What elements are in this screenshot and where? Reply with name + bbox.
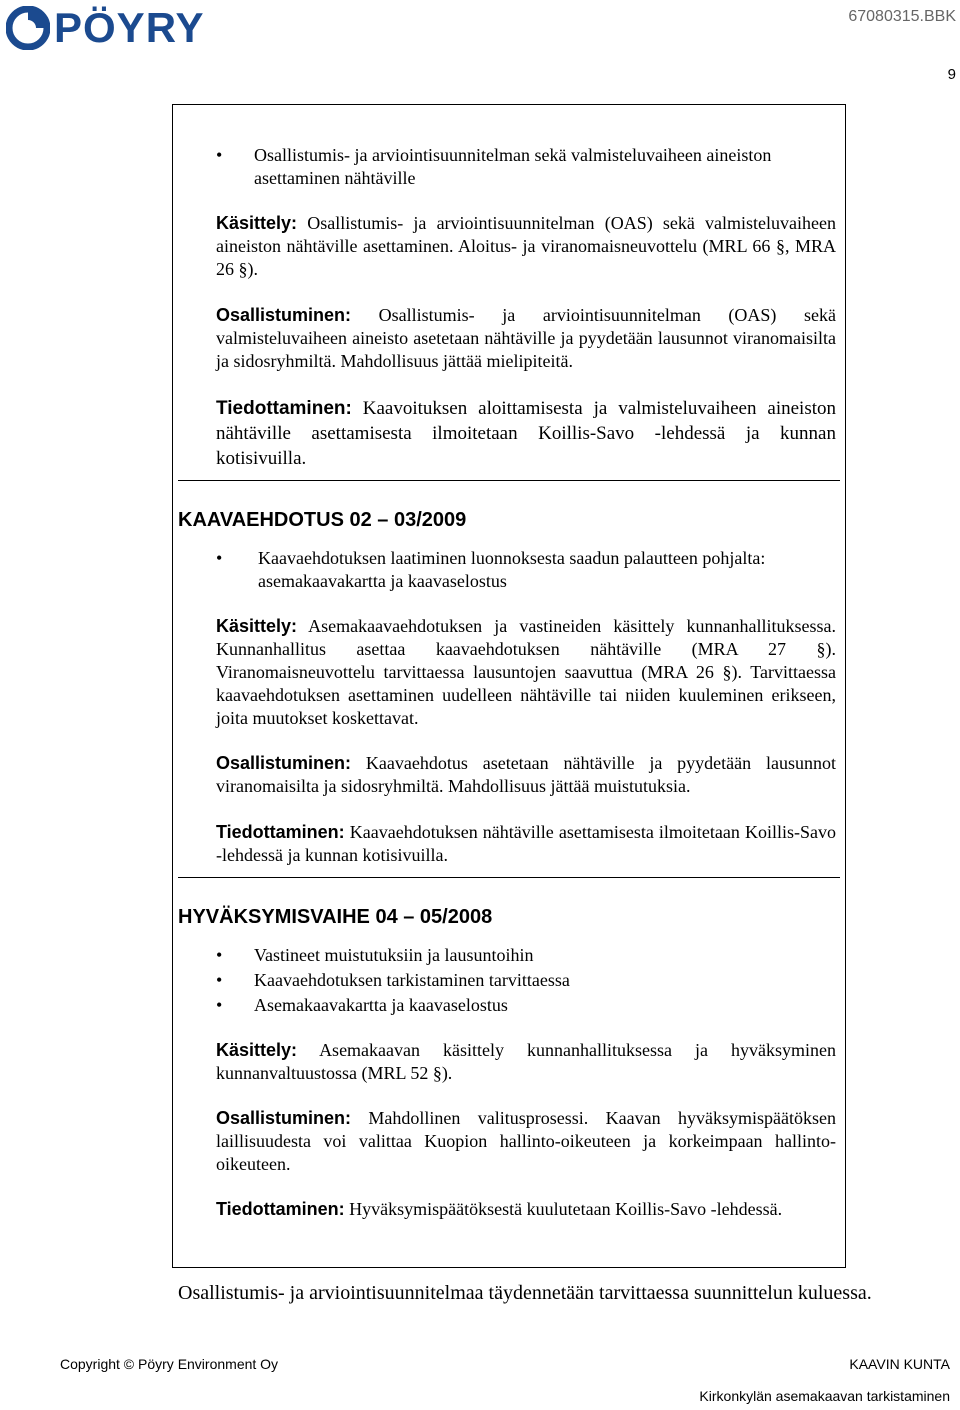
tiedottaminen-text: Kaavaehdotuksen nähtäville asettamisesta ilmoitetaan Koillis-Savo -lehdessä ja kunnan kotisivuilla. (216, 822, 836, 865)
section-heading: HYVÄKSYMISVAIHE 04 – 05/2008 (178, 906, 493, 928)
list-item: • Osallistumis- ja arviointisuunnitelman sekä valmisteluvaiheen aineiston asettaminen nähtäville (216, 145, 772, 188)
bullet-icon: • (216, 548, 223, 568)
footer-doc-title: Kirkonkylän asemakaavan tarkistaminen (699, 1388, 950, 1404)
tiedottaminen-paragraph (216, 821, 836, 867)
tiedottaminen-label: Tiedottaminen: (216, 822, 345, 842)
logo-text: PÖYRY (54, 4, 205, 51)
document-code: 67080315.BBK (848, 8, 956, 25)
divider (178, 877, 840, 878)
bullet-icon: • (216, 995, 223, 1015)
osallistuminen-text: Mahdollinen valitusprosessi. Kaavan hyväksymispäätöksen laillisuudesta voi valittaa Kuopion hallinto-oikeuteen ja korkeimpaan hallinto-oikeuteen. (216, 1108, 836, 1174)
footer-copyright: Copyright © Pöyry Environment Oy (60, 1356, 279, 1372)
osallistuminen-label: Osallistuminen: (216, 753, 352, 773)
osallistuminen-label: Osallistuminen: (216, 1108, 352, 1128)
osallistuminen-text: Kaavaehdotus asetetaan nähtäville ja pyydetään lausunnot viranomaisilta ja sidosryhmiltä. Mahdollisuus jättää muistutuksia. (216, 753, 837, 796)
osallistuminen-paragraph (216, 1107, 836, 1176)
kasittely-paragraph (216, 1039, 836, 1085)
page-number: 9 (947, 66, 956, 83)
tiedottaminen-label: Tiedottaminen: (216, 1199, 345, 1219)
osallistuminen-text: Osallistumis- ja arviointisuunnitelman (OAS) sekä valmisteluvaiheen aineisto asetetaan nähtäville ja pyydetään lausunnot viranomaisilta ja sidosryhmiltä. Mahdollisuus jättää mielipiteitä. (216, 305, 837, 371)
bullet-icon: • (216, 945, 223, 965)
osallistuminen-paragraph (216, 752, 836, 798)
bullet-icon: • (216, 145, 223, 165)
divider (178, 480, 840, 481)
list-item: • Asemakaavakartta ja kaavaselostus (216, 995, 508, 1015)
kasittely-paragraph (216, 212, 836, 281)
kasittely-text: Asemakaavan käsittely kunnanhallituksessa ja hyväksyminen kunnanvaltuustossa (MRL 52 §). (216, 1040, 837, 1083)
kasittely-label: Käsittely: (216, 213, 298, 233)
tiedottaminen-text: Kaavoituksen aloittamisesta ja valmisteluvaiheen aineiston nähtäville asettamisesta ilmoitetaan Koillis-Savo -lehdessä ja kunnan kotisivuilla. (216, 398, 836, 469)
kasittely-text: Asemakaavaehdotuksen ja vastineiden käsittely kunnanhallituksessa. Kunnanhallitus asettaa kaavaehdotuksen nähtäville (MRA 27 §). Viranomaisneuvottelu tarvittaessa lausuntojen saavuttua (MRA 26 §). Tarvittaessa kaavaehdotuksen asettaminen uudelleen nähtäville tai niiden kuuleminen erikseen, joita muutokset koskettavat. (216, 616, 836, 728)
kasittely-label: Käsittely: (216, 1040, 298, 1060)
kasittely-text: Osallistumis- ja arviointisuunnitelman (OAS) sekä valmisteluvaiheen aineiston nähtäville asettaminen. Aloitus- ja viranomaisneuvottelu (MRL 66 §, MRA 26 §). (216, 213, 837, 279)
tiedottaminen-text: Hyväksymispäätöksestä kuulutetaan Koillis-Savo -lehdessä. (349, 1199, 783, 1219)
kasittely-label: Käsittely: (216, 616, 298, 636)
section-heading: KAAVAEHDOTUS 02 – 03/2009 (178, 509, 467, 531)
list-item: • Kaavaehdotuksen tarkistaminen tarvittaessa (216, 970, 570, 990)
closing-statement: Osallistumis- ja arviointisuunnitelmaa täydennetään tarvittaessa suunnittelun kuluessa. (178, 1282, 872, 1304)
list-item: • Kaavaehdotuksen laatiminen luonnoksesta saadun palautteen pohjalta: asemakaavakartta ja kaavaselostus (216, 548, 766, 591)
footer-doc-type: KAAVIN KUNTA (849, 1356, 950, 1372)
bullet-icon: • (216, 970, 223, 990)
tiedottaminen-paragraph (216, 1198, 836, 1221)
osallistuminen-label: Osallistuminen: (216, 305, 352, 325)
list-item: • Vastineet muistutuksiin ja lausuntoihin (216, 945, 534, 965)
tiedottaminen-paragraph (216, 396, 836, 471)
tiedottaminen-label: Tiedottaminen: (216, 398, 352, 419)
poyry-logo-icon (6, 6, 50, 50)
company-logo (6, 4, 204, 52)
osallistuminen-paragraph (216, 304, 836, 373)
kasittely-paragraph (216, 615, 836, 730)
